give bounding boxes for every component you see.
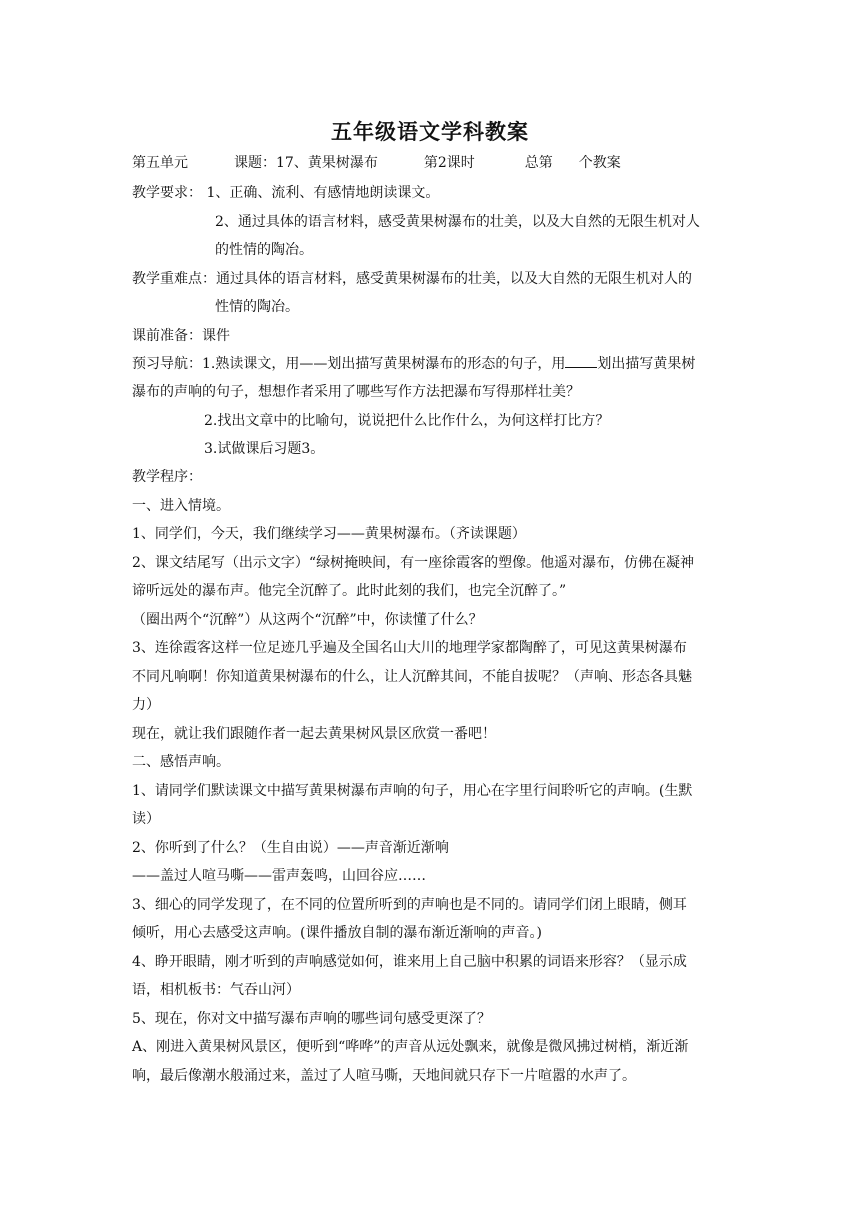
preview-line-1-start: 预习导航：1.熟读课文，用——划出描写黄果树瀑布的形态的句子，用 bbox=[132, 356, 566, 372]
body-line: 1、同学们，今天，我们继续学习——黄果树瀑布。（齐读课题） bbox=[132, 526, 526, 542]
body-line: 教学程序： bbox=[132, 469, 202, 485]
body-line: 5、现在，你对文中描写瀑布声响的哪些词句感受更深了？ bbox=[132, 1011, 491, 1027]
key-point-line-1: 教学重难点：通过具体的语言材料，感受黄果树瀑布的壮美，以及大自然的无限生机对人的 bbox=[132, 271, 692, 287]
unit-text: 第五单元 bbox=[132, 155, 188, 171]
plan-text: 个教案 bbox=[578, 155, 621, 171]
body-line: 二、感悟声响。 bbox=[132, 754, 230, 770]
body-line: A、刚进入黄果树风景区，便听到“哗哗”的声音从远处飘来，就像是微风拂过树梢，渐近渐 bbox=[132, 1039, 689, 1055]
body-line: 力） bbox=[132, 697, 160, 713]
body-line: 不同凡响啊！你知道黄果树瀑布的什么，让人沉醉其间，不能自拔呢？（声响、形态各具魅 bbox=[132, 669, 692, 685]
preparation-line: 课前准备：课件 bbox=[132, 328, 230, 344]
document-title: 五年级语文学科教案 bbox=[331, 119, 529, 144]
preview-line-2: 瀑布的声响的句子，想想作者采用了哪些写作方法把瀑布写得那样壮美？ bbox=[132, 384, 580, 400]
requirement-line-1: 教学要求： 1、正确、流利、有感情地朗读课文。 bbox=[132, 185, 440, 201]
body-line: 现在，就让我们跟随作者一起去黄果树风景区欣赏一番吧！ bbox=[132, 726, 496, 742]
requirement-line-3: 的性情的陶冶。 bbox=[215, 242, 313, 258]
body-line: 响，最后像潮水般涌过来，盖过了人喧马嘶，天地间就只存下一片喧嚣的水声了。 bbox=[132, 1068, 636, 1084]
body-line: 3、连徐霞客这样一位足迹几乎遍及全国名山大川的地理学家都陶醉了，可见这黄果树瀑布 bbox=[132, 640, 687, 656]
preview-line-3: 2.找出文章中的比喻句，说说把什么比作什么，为何这样打比方？ bbox=[204, 413, 610, 429]
underline-blank bbox=[565, 354, 597, 368]
preview-line-1 bbox=[132, 354, 695, 374]
body-line: （圈出两个“沉醉”）从这两个“沉醉”中，你读懂了什么？ bbox=[132, 612, 483, 628]
body-line: 谛听远处的瀑布声。他完全沉醉了。此时此刻的我们，也完全沉醉了。” bbox=[132, 583, 567, 599]
body-line: 2、你听到了什么？（生自由说）——声音渐近渐响 bbox=[132, 840, 449, 856]
preview-line-1-end: 划出描写黄果树 bbox=[597, 356, 696, 372]
body-line: 语，相机板书：气吞山河） bbox=[132, 982, 300, 998]
body-line: 2、课文结尾写（出示文字）“绿树掩映间，有一座徐霞客的塑像。他遥对瀑布，仿佛在凝神 bbox=[132, 555, 695, 571]
total-text: 总第 bbox=[524, 155, 553, 171]
topic-text: 课题：17、黄果树瀑布 bbox=[234, 155, 378, 171]
key-point-line-2: 性情的陶冶。 bbox=[215, 299, 299, 315]
lesson-text: 第2课时 bbox=[423, 155, 475, 171]
requirement-line-2: 2、通过具体的语言材料，感受黄果树瀑布的壮美，以及大自然的无限生机对人 bbox=[215, 214, 700, 230]
body-line: 倾听，用心去感受这声响。(课件播放自制的瀑布渐近渐响的声音。) bbox=[132, 925, 542, 941]
body-line: 一、进入情境。 bbox=[132, 498, 230, 514]
body-line: 1、请同学们默读课文中描写黄果树瀑布声响的句子，用心在字里行间聆听它的声响。(生默 bbox=[132, 783, 693, 799]
body-line: ——盖过人喧马嘶——雷声轰鸣，山回谷应…… bbox=[132, 868, 426, 884]
meta-line bbox=[132, 153, 621, 173]
preview-line-4: 3.试做课后习题3。 bbox=[204, 441, 325, 457]
body-line: 4、睁开眼睛，刚才听到的声响感觉如何，谁来用上自己脑中积累的词语来形容？（显示成 bbox=[132, 954, 687, 970]
body-line: 3、细心的同学发现了，在不同的位置所听到的声响也是不同的。请同学们闭上眼睛，侧耳 bbox=[132, 897, 687, 913]
body-line: 读） bbox=[132, 811, 160, 827]
